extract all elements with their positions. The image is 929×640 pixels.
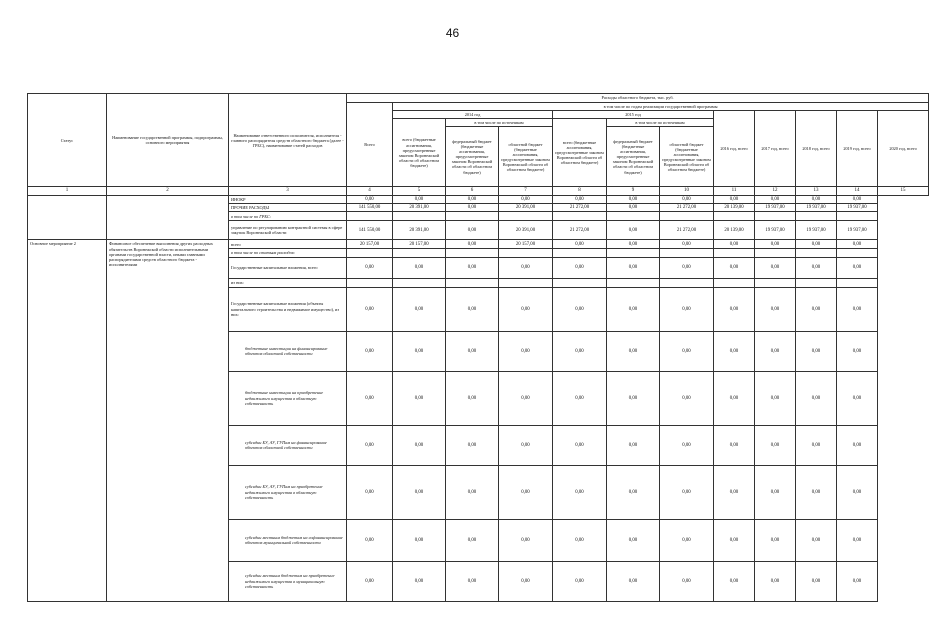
value-cell: 0,00 (347, 371, 393, 425)
header-2014-federal: федеральный бюджет (бюджетные ассигнования, предусмотренные законом Воронежской области об областном бюджете) (446, 127, 499, 187)
row-label: субсидии БУ, АУ, ГУПам на финансирование объектов областной собственности (229, 425, 347, 465)
value-cell: 0,00 (499, 257, 553, 278)
value-cell (553, 249, 607, 257)
value-cell (796, 278, 837, 287)
value-cell: 21 272,00 (660, 204, 714, 212)
value-cell: 0,00 (660, 371, 714, 425)
row-label: в том числе по статьям расходов: (229, 249, 347, 257)
value-cell: 0,00 (607, 519, 660, 561)
value-cell (393, 249, 446, 257)
value-cell: 0,00 (714, 371, 755, 425)
value-cell: 0,00 (553, 519, 607, 561)
row-label: ПРОЧИЕ РАСХОДЫ (229, 204, 347, 212)
value-cell: 0,00 (837, 331, 878, 371)
value-cell (660, 212, 714, 221)
header-2014-sources: в том числе по источникам (446, 119, 553, 127)
value-cell: 20 157,00 (393, 240, 446, 249)
value-cell: 0,00 (796, 331, 837, 371)
value-cell (714, 278, 755, 287)
value-cell: 0,00 (553, 465, 607, 519)
value-cell: 0,00 (393, 519, 446, 561)
value-cell: 0,00 (660, 287, 714, 331)
value-cell: 0,00 (837, 425, 878, 465)
value-cell: 0,00 (796, 240, 837, 249)
header-status: Статус (28, 94, 107, 187)
budget-table (27, 93, 929, 602)
value-cell (837, 278, 878, 287)
value-cell: 0,00 (755, 425, 796, 465)
value-cell: 0,00 (607, 465, 660, 519)
value-cell: 0,00 (796, 371, 837, 425)
value-cell (607, 212, 660, 221)
header-budget-title: Расходы областного бюджета, тыс. руб. (347, 94, 929, 103)
value-cell: 19 937,00 (796, 221, 837, 240)
value-cell: 0,00 (446, 561, 499, 601)
value-cell: 0,00 (755, 519, 796, 561)
value-cell: 0,00 (837, 240, 878, 249)
value-cell: 0,00 (796, 257, 837, 278)
value-cell: 0,00 (393, 465, 446, 519)
value-cell: 0,00 (837, 561, 878, 601)
value-cell: 0,00 (446, 371, 499, 425)
value-cell: 0,00 (755, 240, 796, 249)
column-number: 9 (607, 187, 660, 196)
value-cell (660, 278, 714, 287)
header-year-2019: 2019 год, всего (837, 111, 878, 187)
header-program-name: Наименование государственной программы, подпрограммы, основного мероприятия (107, 94, 229, 187)
value-cell: 0,00 (796, 196, 837, 204)
value-cell: 0,00 (393, 561, 446, 601)
value-cell: 0,00 (837, 371, 878, 425)
value-cell: 0,00 (347, 465, 393, 519)
value-cell: 0,00 (755, 287, 796, 331)
empty-status-cell (28, 196, 107, 240)
value-cell (607, 278, 660, 287)
value-cell: 0,00 (347, 331, 393, 371)
column-number: 11 (714, 187, 755, 196)
value-cell: 0,00 (660, 561, 714, 601)
value-cell: 0,00 (553, 331, 607, 371)
value-cell: 0,00 (499, 519, 553, 561)
value-cell: 0,00 (553, 257, 607, 278)
header-year-2014: 2014 год (393, 111, 553, 119)
value-cell: 0,00 (499, 465, 553, 519)
value-cell: 0,00 (393, 425, 446, 465)
value-cell (660, 249, 714, 257)
value-cell: 0,00 (796, 425, 837, 465)
value-cell (553, 278, 607, 287)
header-executor: Наименование ответственного исполнителя, исполнителя - главного распорядителя средств областного бюджета (далее - ГРБС), наименование статей расходов (229, 94, 347, 187)
value-cell: 0,00 (755, 371, 796, 425)
value-cell (755, 278, 796, 287)
value-cell: 19 937,00 (837, 221, 878, 240)
value-cell (796, 212, 837, 221)
value-cell: 0,00 (607, 287, 660, 331)
value-cell: 0,00 (347, 561, 393, 601)
value-cell: 20 391,00 (393, 221, 446, 240)
value-cell: 0,00 (499, 196, 553, 204)
value-cell: 0,00 (446, 221, 499, 240)
value-cell: 0,00 (499, 287, 553, 331)
value-cell: 20 157,00 (347, 240, 393, 249)
value-cell: 0,00 (660, 425, 714, 465)
value-cell: 0,00 (499, 561, 553, 601)
header-by-years: в том числе по годам реализации государственной программы (393, 103, 929, 111)
row-label: ИНОКР (229, 196, 347, 204)
value-cell: 0,00 (714, 196, 755, 204)
value-cell: 20 157,00 (499, 240, 553, 249)
value-cell: 0,00 (446, 204, 499, 212)
value-cell (446, 278, 499, 287)
value-cell: 0,00 (660, 465, 714, 519)
value-cell: 0,00 (796, 561, 837, 601)
value-cell: 0,00 (607, 425, 660, 465)
value-cell: 0,00 (553, 287, 607, 331)
column-number: 6 (446, 187, 499, 196)
column-number: 3 (229, 187, 347, 196)
header-2015-regional: областной бюджет (бюджетные ассигнования, предусмотренные законом Воронежской области об областном бюджете) (660, 127, 714, 187)
header-2015-federal: федеральный бюджет (бюджетные ассигнования, предусмотренные законом Воронежской области об областном бюджете) (607, 127, 660, 187)
value-cell: 0,00 (553, 196, 607, 204)
value-cell: 19 937,00 (796, 204, 837, 212)
row-label: в том числе по ГРБС: (229, 212, 347, 221)
value-cell: 0,00 (714, 287, 755, 331)
measure-name: Финансовое обеспечение выполнения других расходных обязательств Воронежской области исполнительными органами государственной власти, иными главными распорядителями средств областного бюджета - исполнителями (107, 240, 229, 601)
value-cell: 19 937,00 (755, 221, 796, 240)
value-cell: 0,00 (837, 257, 878, 278)
value-cell: 0,00 (446, 196, 499, 204)
value-cell: 0,00 (393, 371, 446, 425)
value-cell: 0,00 (499, 425, 553, 465)
header-total: Всего (347, 103, 393, 187)
value-cell: 0,00 (553, 240, 607, 249)
value-cell: 0,00 (714, 519, 755, 561)
value-cell: 0,00 (755, 465, 796, 519)
value-cell: 19 937,00 (755, 204, 796, 212)
column-number: 10 (660, 187, 714, 196)
header-year-2016: 2016 год, всего (714, 111, 755, 187)
value-cell: 20 139,00 (714, 204, 755, 212)
row-label: субсидии местным бюджетам на софинансирование объектов муниципальной собственности (229, 519, 347, 561)
value-cell: 0,00 (607, 196, 660, 204)
column-number: 7 (499, 187, 553, 196)
value-cell: 0,00 (755, 257, 796, 278)
value-cell: 0,00 (446, 240, 499, 249)
value-cell: 0,00 (660, 257, 714, 278)
value-cell: 0,00 (660, 331, 714, 371)
value-cell (499, 278, 553, 287)
value-cell: 0,00 (446, 519, 499, 561)
header-2015-total: всего (бюджетные ассигнования, предусмотренные законом Воронежской области об областном бюджете) (553, 119, 607, 187)
value-cell: 0,00 (714, 331, 755, 371)
value-cell: 20 391,00 (499, 204, 553, 212)
value-cell: 20 391,00 (499, 221, 553, 240)
value-cell: 0,00 (393, 257, 446, 278)
value-cell: 0,00 (837, 196, 878, 204)
value-cell: 0,00 (607, 240, 660, 249)
value-cell: 0,00 (660, 240, 714, 249)
table-row (28, 196, 929, 204)
value-cell: 0,00 (347, 287, 393, 331)
value-cell (714, 212, 755, 221)
value-cell: 0,00 (755, 331, 796, 371)
value-cell: 0,00 (446, 257, 499, 278)
value-cell: 0,00 (714, 240, 755, 249)
value-cell: 20 391,00 (393, 204, 446, 212)
value-cell: 141 550,00 (347, 221, 393, 240)
row-label: из них: (229, 278, 347, 287)
value-cell: 0,00 (796, 519, 837, 561)
value-cell (393, 212, 446, 221)
row-label: всего (229, 240, 347, 249)
value-cell (446, 212, 499, 221)
column-number: 5 (393, 187, 446, 196)
row-label: субсидии БУ, АУ, ГУПам на приобретение недвижимого имущества в областную собственность (229, 465, 347, 519)
value-cell: 0,00 (796, 465, 837, 519)
value-cell (347, 249, 393, 257)
table-row (28, 240, 929, 249)
value-cell (347, 278, 393, 287)
value-cell: 0,00 (607, 204, 660, 212)
column-number: 8 (553, 187, 607, 196)
value-cell: 0,00 (607, 561, 660, 601)
value-cell (446, 249, 499, 257)
value-cell: 0,00 (393, 287, 446, 331)
value-cell: 0,00 (796, 287, 837, 331)
column-number: 13 (796, 187, 837, 196)
row-label: Государственные капитальные вложения, всего (229, 257, 347, 278)
value-cell: 0,00 (553, 561, 607, 601)
header-2015-sources: в том числе по источникам (607, 119, 714, 127)
header-2014-regional: областной бюджет (бюджетные ассигнования, предусмотренные законом Воронежской области об областном бюджете) (499, 127, 553, 187)
value-cell: 0,00 (837, 519, 878, 561)
row-label: управление по регулированию контрактной системы в сфере закупок Воронежской области (229, 221, 347, 240)
empty-name-cell (107, 196, 229, 240)
value-cell: 141 550,00 (347, 204, 393, 212)
value-cell: 21 272,00 (660, 221, 714, 240)
value-cell: 0,00 (347, 257, 393, 278)
value-cell (347, 212, 393, 221)
value-cell: 0,00 (607, 331, 660, 371)
value-cell (837, 212, 878, 221)
value-cell: 0,00 (755, 561, 796, 601)
value-cell: 0,00 (499, 371, 553, 425)
value-cell: 0,00 (837, 465, 878, 519)
value-cell: 0,00 (347, 196, 393, 204)
value-cell: 0,00 (347, 519, 393, 561)
row-label: бюджетные инвестиции на приобретение недвижимого имущества в областную собственность (229, 371, 347, 425)
column-number: 12 (755, 187, 796, 196)
value-cell (499, 212, 553, 221)
header-year-2018: 2018 год, всего (796, 111, 837, 187)
value-cell: 19 937,00 (837, 204, 878, 212)
value-cell: 0,00 (714, 561, 755, 601)
value-cell: 21 272,00 (553, 221, 607, 240)
value-cell: 0,00 (755, 196, 796, 204)
column-number: 2 (107, 187, 229, 196)
value-cell: 0,00 (393, 196, 446, 204)
column-number: 1 (28, 187, 107, 196)
column-number: 15 (878, 187, 929, 196)
value-cell: 0,00 (446, 331, 499, 371)
value-cell: 0,00 (499, 331, 553, 371)
value-cell: 0,00 (446, 425, 499, 465)
value-cell: 0,00 (714, 425, 755, 465)
value-cell: 0,00 (347, 425, 393, 465)
header-year-2015: 2015 год (553, 111, 714, 119)
value-cell (796, 249, 837, 257)
value-cell: 0,00 (446, 465, 499, 519)
column-number: 4 (347, 187, 393, 196)
value-cell: 0,00 (837, 287, 878, 331)
column-number-row (28, 187, 929, 196)
value-cell: 21 272,00 (553, 204, 607, 212)
value-cell (755, 249, 796, 257)
value-cell (837, 249, 878, 257)
value-cell (553, 212, 607, 221)
value-cell: 0,00 (393, 331, 446, 371)
value-cell: 0,00 (553, 425, 607, 465)
page-number: 46 (445, 26, 460, 40)
header-year-2020: 2020 год, всего (878, 111, 929, 187)
value-cell: 0,00 (660, 196, 714, 204)
value-cell: 0,00 (714, 465, 755, 519)
value-cell (499, 249, 553, 257)
value-cell: 0,00 (714, 257, 755, 278)
value-cell: 20 139,00 (714, 221, 755, 240)
value-cell (755, 212, 796, 221)
value-cell (393, 278, 446, 287)
value-cell: 0,00 (660, 519, 714, 561)
header-year-2017: 2017 год, всего (755, 111, 796, 187)
measure-status: Основное мероприятие 2 (28, 240, 107, 601)
value-cell (714, 249, 755, 257)
column-number: 14 (837, 187, 878, 196)
value-cell: 0,00 (607, 221, 660, 240)
row-label: Государственные капитальные вложения (объекты капитального строительства и недвижимое имущество), из них: (229, 287, 347, 331)
value-cell: 0,00 (553, 371, 607, 425)
value-cell: 0,00 (607, 257, 660, 278)
header-2014-total: всего (бюджетные ассигнования, предусмотренные законом Воронежской области об областном бюджете) (393, 119, 446, 187)
row-label: бюджетные инвестиции на финансирование объектов областной собственности (229, 331, 347, 371)
value-cell: 0,00 (607, 371, 660, 425)
row-label: субсидии местным бюджетам на приобретение недвижимого имущества в муниципальную собственность (229, 561, 347, 601)
value-cell (607, 249, 660, 257)
value-cell: 0,00 (446, 287, 499, 331)
